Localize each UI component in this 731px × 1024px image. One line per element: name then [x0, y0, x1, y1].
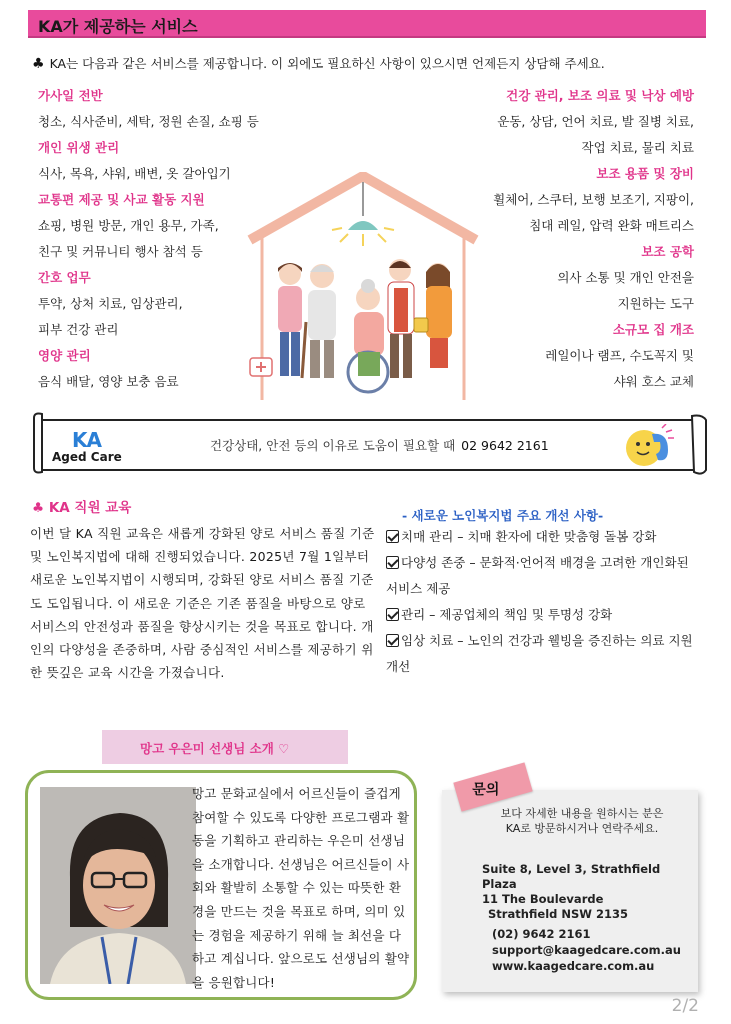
law-item	[386, 602, 704, 628]
page-number: 2/2	[671, 996, 699, 1016]
contact-banner	[30, 412, 710, 476]
service-text: 투약, 상처 치료, 임상관리,	[38, 296, 183, 311]
service-text: 친구 및 커뮤니티 행사 참석 등	[38, 244, 203, 259]
phone-emoji-icon	[622, 424, 676, 468]
contact-tag-text: 문의	[472, 782, 500, 799]
contact-tag	[453, 762, 532, 811]
service-text: 레일이나 램프, 수도꼭지 및	[545, 348, 694, 363]
teacher-tag-text: 망고 우은미 선생님 소개 ♡	[140, 741, 290, 756]
law-item-text: 다양성 존중 – 문화적·언어적 배경을 고려한 개인화된 서비스 제공	[386, 555, 689, 596]
service-text: 작업 치료, 물리 치료	[581, 140, 694, 155]
law-item	[386, 524, 704, 550]
service-heading: 간호 업무	[38, 270, 91, 285]
checkbox-icon	[386, 608, 399, 621]
service-heading: 소규모 집 개조	[612, 322, 694, 337]
services-right	[493, 83, 694, 395]
contact-ask-line: 보다 자세한 내용을 원하시는 분은	[500, 807, 664, 820]
club-icon: ♣	[32, 56, 45, 72]
service-text: 운동, 상담, 언어 치료, 발 질병 치료,	[497, 114, 694, 129]
caregivers-house-illustration	[244, 172, 482, 402]
contact-address	[482, 862, 698, 922]
lamp-icon	[348, 221, 378, 230]
teacher-photo	[40, 787, 196, 984]
law-item	[386, 550, 704, 602]
service-text: 청소, 식사준비, 세탁, 정원 손질, 쇼핑 등	[38, 114, 259, 129]
teacher-body: 망고 문화교실에서 어르신들이 즐겁게 참여할 수 있도록 다양한 프로그램과 활동을 기획하고 관리하는 우은미 선생님을 소개합니다. 선생님은 어르신들이 사회와 활발히 소통할 수 있는 따뜻한 환경을 만드는 것을 목표로 하며, 의미 있는 경험을 제공하기 위해 늘 최선을 다하고 계십니다. 앞으로도 선생님의 활약을 응원합니다!	[192, 786, 410, 990]
ka-logo-mark: KA	[72, 428, 101, 452]
service-text: 피부 건강 관리	[38, 322, 119, 337]
service-text: 샤워 호스 교체	[613, 374, 694, 389]
title-bar	[28, 10, 706, 38]
ka-logo	[72, 428, 101, 452]
service-heading: 보조 용품 및 장비	[596, 166, 694, 181]
service-heading: 보조 공학	[641, 244, 694, 259]
service-heading: 가사일 전반	[38, 88, 103, 103]
service-text: 침대 레일, 압력 완화 매트리스	[529, 218, 694, 233]
address-line: Suite 8, Level 3, Strathfield Plaza	[482, 862, 661, 891]
banner-phone[interactable]: 02 9642 2161	[461, 438, 549, 453]
contact-info	[492, 926, 681, 974]
checkbox-icon	[386, 530, 399, 543]
law-item-text: 임상 치료 – 노인의 건강과 웰빙을 증진하는 의료 지원 개선	[386, 633, 693, 674]
service-heading: 영양 관리	[38, 348, 91, 363]
checkbox-icon	[386, 556, 399, 569]
address-line: 11 The Boulevarde	[482, 892, 604, 906]
contact-card	[442, 782, 698, 992]
page-title: KA가 제공하는 서비스	[38, 17, 198, 36]
service-text: 지원하는 도구	[617, 296, 694, 311]
service-text: 의사 소통 및 개인 안전을	[557, 270, 694, 285]
club-icon: ♣	[32, 500, 49, 516]
service-text: 음식 배달, 영양 보충 음료	[38, 374, 179, 389]
address-line: Strathfield NSW 2135	[488, 907, 628, 921]
education-title	[32, 496, 131, 516]
contact-phone[interactable]: (02) 9642 2161	[492, 927, 591, 941]
education-body: 이번 달 KA 직원 교육은 새롭게 강화된 양로 서비스 품질 기준 및 노인복지법에 대해 진행되었습니다. 2025년 7월 1일부터 새로운 노인복지법이 시행되며, 강화된 양로 서비스 품질 기준도 도입됩니다. 이 새로운 기준은 기존 품질을 바탕으로 양로 서비스의 안전성과 품질을 향상시키는 것을 목표로 합니다. 개인의 다양성을 존중하며, 사람 중심적인 서비스를 제공하기 위한 뜻깊은 교육 시간을 가졌습니다.	[30, 526, 375, 681]
service-text: 식사, 목욕, 샤워, 배변, 옷 갈아입기	[38, 166, 231, 181]
checkbox-icon	[386, 634, 399, 647]
intro-text: KA는 다음과 같은 서비스를 제공합니다. 이 외에도 필요하신 사항이 있으시면 언제든지 상담해 주세요.	[49, 56, 605, 71]
law-item-text: 치매 관리 – 치매 환자에 대한 맞춤형 돌봄 강화	[401, 529, 657, 544]
law-title: - 새로운 노인복지법 주요 개선 사항-	[402, 508, 604, 523]
law-item-text: 관리 – 제공업체의 책임 및 투명성 강화	[401, 607, 613, 622]
teacher-tag	[102, 730, 348, 764]
contact-website[interactable]: www.kaagedcare.com.au	[492, 959, 655, 973]
teacher-portrait-icon	[40, 787, 196, 984]
intro-line	[32, 54, 712, 72]
services-left	[38, 83, 259, 395]
banner-text: 건강상태, 안전 등의 이유로 도움이 필요할 때	[210, 438, 456, 453]
contact-ask	[482, 806, 682, 836]
service-text: 휠체어, 스쿠터, 보행 보조기, 지팡이,	[493, 192, 694, 207]
education-title-text: KA 직원 교육	[48, 500, 132, 516]
service-text: 쇼핑, 병원 방문, 개인 용무, 가족,	[38, 218, 219, 233]
law-list	[386, 524, 704, 680]
service-heading: 개인 위생 관리	[38, 140, 120, 155]
banner-text-wrap	[210, 436, 549, 454]
ka-logo-name: Aged Care	[52, 450, 122, 464]
service-heading: 교통편 제공 및 사교 활동 지원	[38, 192, 205, 207]
contact-email[interactable]: support@kaagedcare.com.au	[492, 943, 681, 957]
law-item	[386, 628, 704, 680]
service-heading: 건강 관리, 보조 의료 및 낙상 예방	[506, 88, 694, 103]
contact-ask-line: KA로 방문하시거나 연락주세요.	[505, 822, 659, 835]
